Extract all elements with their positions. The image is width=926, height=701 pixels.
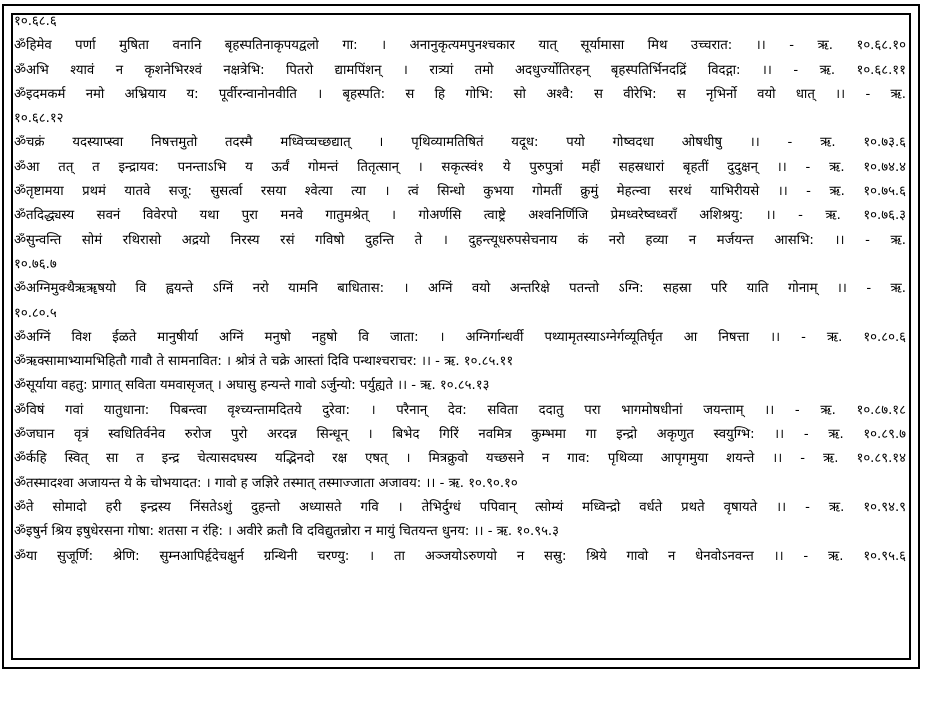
verse-line-continuation: १०.७६.७ — [14, 256, 57, 272]
verse-line: ॐतदिद्ध्यस्य सवनं विवेरपो यथा पुरा मनवे गातुमश्रेत् । गोअर्णसि त्वाष्ट्रे अश्वनिर्णिजि प्रेमध्वरेष्वध्वरॉं अशिश्रयु: ।। - ऋ. १०.७६.३ — [14, 208, 906, 224]
verse-line: ॐहिमेव पर्णा मुषिता वनानि बृहस्पतिनाकृपयद्वलो गा: । अनानुकृत्यमपुनश्चकार यात् सूर्यामासा मिथ उच्चरात: ।। - ऋ. १०.६८.१० — [14, 38, 906, 54]
verse-line: ॐया सुजूर्णि: श्रेणि: सुम्नआपिर्हृदेचक्षुर्न ग्रन्थिनी चरण्यु: । ता अञ्जयोऽरुणयो न सस्रु: श्रिये गावो न धेनवोऽनवन्त ।। - ऋ. १०.९५.६ — [14, 548, 906, 564]
verse-line: ॐचक्रं यदस्याप्स्वा निषत्तमुतो तदस्मै मध्विच्चच्छद्यात् । पृथिव्यामतिषितं यदूध: पयो गोष्वदधा ओषधीषु ।। - ऋ. १०.७३.६ — [14, 135, 906, 151]
verse-line: ॐर्कहि स्वित् सा त इन्द्र चेत्यासदघस्य यद्भिनदो रक्ष एषत् । मित्रक्रुवो यच्छसने न गाव: पृथिव्या आपृगमुया शयन्ते ।। - ऋ. १०.८९.१४ — [14, 451, 906, 467]
verse-line: ॐते सोमादो हरी इन्द्रस्य निंसतेऽशुं दुहन्तो अध्यासते गवि । तेभिर्दुग्धं पपिवान् त्सोम्यं मध्विन्द्रो वर्धते प्रथते वृषायते ।। - ऋ. १०.९४.९ — [14, 499, 906, 515]
verse-line: ॐजघान वृत्रं स्वधितिर्वनेव रुरोज पुरो अरदन्न सिन्धून् । बिभेद गिरिं नवमित्र कुम्भमा गा इन्द्रो अकृणुत स्वयुग्भि: ।। - ऋ. १०.८९.७ — [14, 427, 906, 443]
verse-line: ॐविषं गवां यातुधाना: पिबन्त्वा वृश्च्यन्तामदितये दुरेवा: । परैनान् देव: सविता ददातु परा भागमोषधीनां जयन्ताम् ।। - ऋ. १०.८७.१८ — [14, 402, 906, 418]
verse-line: ॐऋक्सामाभ्यामभिहितौ गावौ ते सामनावित: । श्रोत्रं ते चक्रे आस्तां दिवि पन्थाश्चराचर: ।। - ऋ. १०.८५.११ — [14, 354, 514, 370]
verse-line: ॐअग्निमुक्थैऋॠषयो वि ह्वयन्ते ऽग्निं नरो यामनि बाधितास: । अग्निं वयो अन्तरिक्षे पतन्तो ऽग्नि: सहस्रा परि याति गोनाम् ।। - ऋ. — [14, 281, 906, 297]
verse-line: ॐसुन्वन्ति सोमं रथिरासो अद्रयो निरस्य रसं गविषो दुहन्ति ते । दुहन्त्यूधरुपसेचनाय कं नरो हव्या न मर्जयन्त आसभि: ।। - ऋ. — [14, 232, 906, 248]
verse-line: ॐइषुर्न श्रिय इषुधेरसना गोषा: शतसा न रंहि: । अवीरे क्रतौ वि दविद्युतन्नोरा न मायुं चितयन्त धुनय: ।। - ऋ. १०.९५.३ — [14, 524, 559, 540]
header-reference: १०.६८.६ — [14, 14, 57, 29]
verse-line: ॐतस्मादश्वा अजायन्त ये के चोभयादत: । गावो ह जज्ञिरे तस्मात् तस्माज्जाता अजावय: ।। - ऋ. १०.९०.१० — [14, 475, 518, 491]
verse-text-block — [14, 10, 906, 569]
verse-line: ॐआ तत् त इन्द्रायव: पनन्ताऽभि य ऊर्वं गोमन्तं तितृत्सान् । सकृत्स्वं१ ये पुरुपुत्रां महीं सहस्रधारां बृहतीं दुदुक्षन् ।। - ऋ. १०.७४.४ — [14, 159, 906, 175]
verse-line-continuation: १०.८०.५ — [14, 305, 57, 321]
verse-line: ॐतृष्टामया प्रथमं यातवे सजू: सुसर्त्वा रसया श्वेत्या त्या । त्वं सिन्धो कुभया गोमतीं क्रुमुं मेहत्न्वा सरथं याभिरीयसे ।। - ऋ. १०.७५.६ — [14, 184, 906, 200]
verse-line: ॐअभि श्यावं न कृशनेभिरश्वं नक्षत्रेभि: पितरो द्यामपिंशन् । रात्र्यां तमो अदधुर्ज्योतिरहन् बृहस्पतिर्भिनदद्रिं विदद्गा: ।। - ऋ. १०.६८.११ — [14, 62, 906, 78]
verse-line-continuation: १०.६८.१२ — [14, 111, 64, 127]
verse-line: ॐइदमकर्म नमो अभ्रियाय य: पूर्वीरन्वानोनवीति । बृहस्पति: स हि गोभि: सो अश्वै: स वीरेभि: स नृभिर्नो वयो धात् ।। - ऋ. — [14, 86, 906, 102]
verse-line: ॐसूर्याया वहतु: प्रागात् सविता यमवासृजत् । अघासु हन्यन्ते गावो ऽर्जुन्यो: पर्युह्यते ।। - ऋ. १०.८५.१३ — [14, 378, 490, 394]
verse-line: ॐअग्निं विश ईळते मानुषीर्या अग्निं मनुषो नहुषो वि जाता: । अग्निर्गान्धर्वी पथ्यामृतस्याऽग्नेर्गव्यूतिर्घृत आ निषत्ता ।। - ऋ. १०.८०.६ — [14, 329, 906, 345]
